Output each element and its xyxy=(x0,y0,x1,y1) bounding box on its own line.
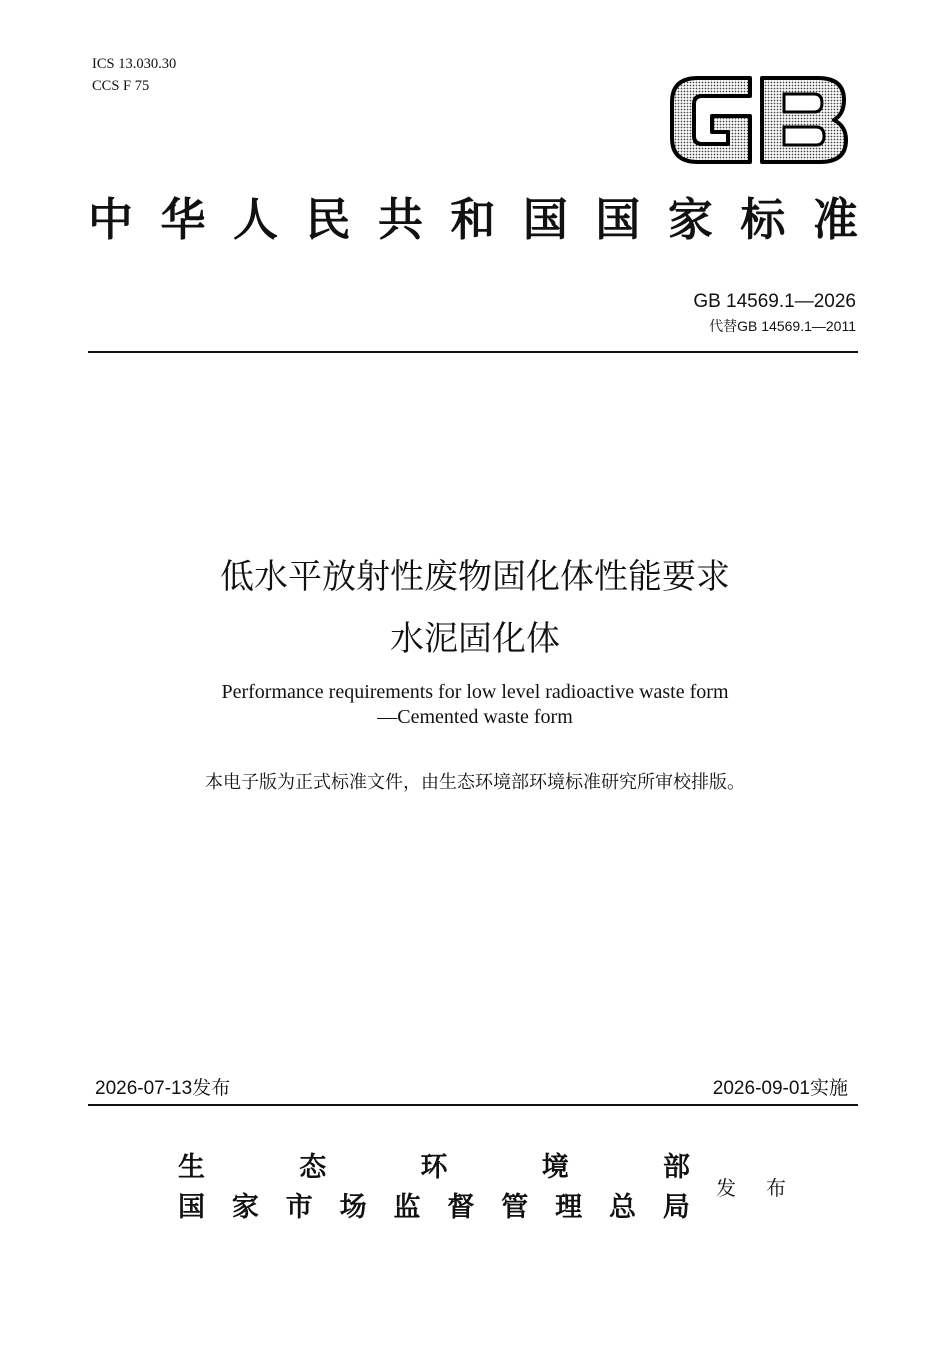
title-char: 标 xyxy=(740,193,786,246)
issuer-char: 家 xyxy=(231,1192,259,1223)
bottom-divider xyxy=(88,1104,858,1106)
title-char: 中 xyxy=(88,193,134,246)
issue-date: 2026-07-13发布 xyxy=(95,1078,231,1099)
issuer-char: 国 xyxy=(178,1192,205,1223)
issuer-char: 督 xyxy=(447,1192,475,1223)
issuer-administration xyxy=(178,1190,690,1226)
issuer-char: 监 xyxy=(393,1192,421,1223)
document-subtitle-cn: 水泥固化体 xyxy=(390,619,560,659)
publish-label xyxy=(716,1174,786,1202)
replaces-standard: 代替GB 14569.1—2011 xyxy=(709,318,856,334)
electronic-edition-notice: 本电子版为正式标准文件，由生态环境部环境标准研究所审校排版。 xyxy=(205,772,745,793)
issuer-char: 市 xyxy=(285,1192,313,1223)
title-char: 家 xyxy=(667,193,713,246)
classification-codes xyxy=(92,53,176,97)
top-divider xyxy=(88,351,858,353)
issuer-char: 境 xyxy=(541,1152,569,1183)
issuer-char: 态 xyxy=(299,1152,327,1183)
implementation-date: 2026-09-01实施 xyxy=(712,1078,848,1099)
publish-char: 布 xyxy=(766,1176,786,1200)
issuer-char: 理 xyxy=(555,1192,583,1223)
title-char: 华 xyxy=(160,193,206,246)
document-title-cn: 低水平放射性废物固化体性能要求 xyxy=(220,557,730,597)
title-char: 国 xyxy=(522,193,568,246)
title-char: 民 xyxy=(305,193,351,246)
ics-code: ICS 13.030.30 xyxy=(92,56,177,72)
national-standard-title xyxy=(88,190,858,250)
document-subtitle-en: —Cemented waste form xyxy=(377,706,573,728)
issuer-char: 部 xyxy=(663,1152,690,1183)
issuer-char: 环 xyxy=(420,1152,448,1183)
issuer-char: 生 xyxy=(178,1152,205,1183)
title-char: 准 xyxy=(812,193,858,246)
document-title-en: Performance requirements for low level radioactive waste form xyxy=(221,681,729,703)
issuer-char: 场 xyxy=(339,1192,367,1223)
title-char: 共 xyxy=(377,193,423,246)
ccs-code: CCS F 75 xyxy=(92,78,150,94)
title-char: 和 xyxy=(450,193,496,246)
standard-number: GB 14569.1—2026 xyxy=(693,291,856,312)
issuer-char: 总 xyxy=(609,1192,636,1223)
title-char: 人 xyxy=(232,193,278,246)
issuer-char: 管 xyxy=(501,1192,529,1223)
title-char: 国 xyxy=(595,193,641,246)
issuer-ministry xyxy=(178,1150,690,1186)
issuer-char: 局 xyxy=(662,1192,690,1223)
gb-logo xyxy=(668,72,850,168)
publish-char: 发 xyxy=(716,1176,736,1200)
